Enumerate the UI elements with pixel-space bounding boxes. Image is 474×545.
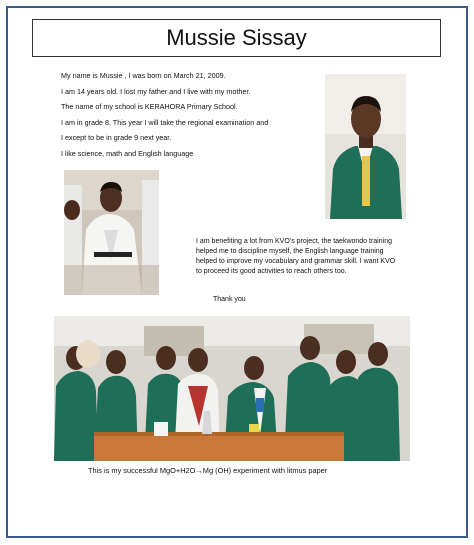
photo-caption: This is my successful MgO+H2O→Mg (OH) experiment with litmus paper <box>88 466 328 475</box>
intro-line: My name is Mussie , I was born on March 21, 2009. <box>61 71 226 80</box>
intro-paragraph <box>61 68 321 161</box>
portrait-photo <box>325 74 406 219</box>
intro-line: I am in grade 8. This year I will take the regional examination and <box>61 117 269 127</box>
taekwondo-photo <box>64 170 159 295</box>
lab-experiment-photo <box>54 316 410 461</box>
intro-line: I am 14 years old. I lost my father and I live with my mother. <box>61 86 251 96</box>
intro-line: I like science, math and English language <box>61 148 194 158</box>
page-title: Mussie Sissay <box>166 25 307 50</box>
thanks-text: Thank you <box>213 296 246 303</box>
intro-line: The name of my school is KERAHORA Primary School. <box>61 102 238 111</box>
intro-line: I except to be in grade 9 next year. <box>61 133 172 142</box>
title-box <box>32 19 441 57</box>
benefit-paragraph: I am benefiting a lot from KVO’s project, the taekwondo training helped me to discipline myself, the English language training helped to improve my vocabulary and grammar skill. I want KVO to proceed its good activities to reach others too. <box>196 238 396 275</box>
